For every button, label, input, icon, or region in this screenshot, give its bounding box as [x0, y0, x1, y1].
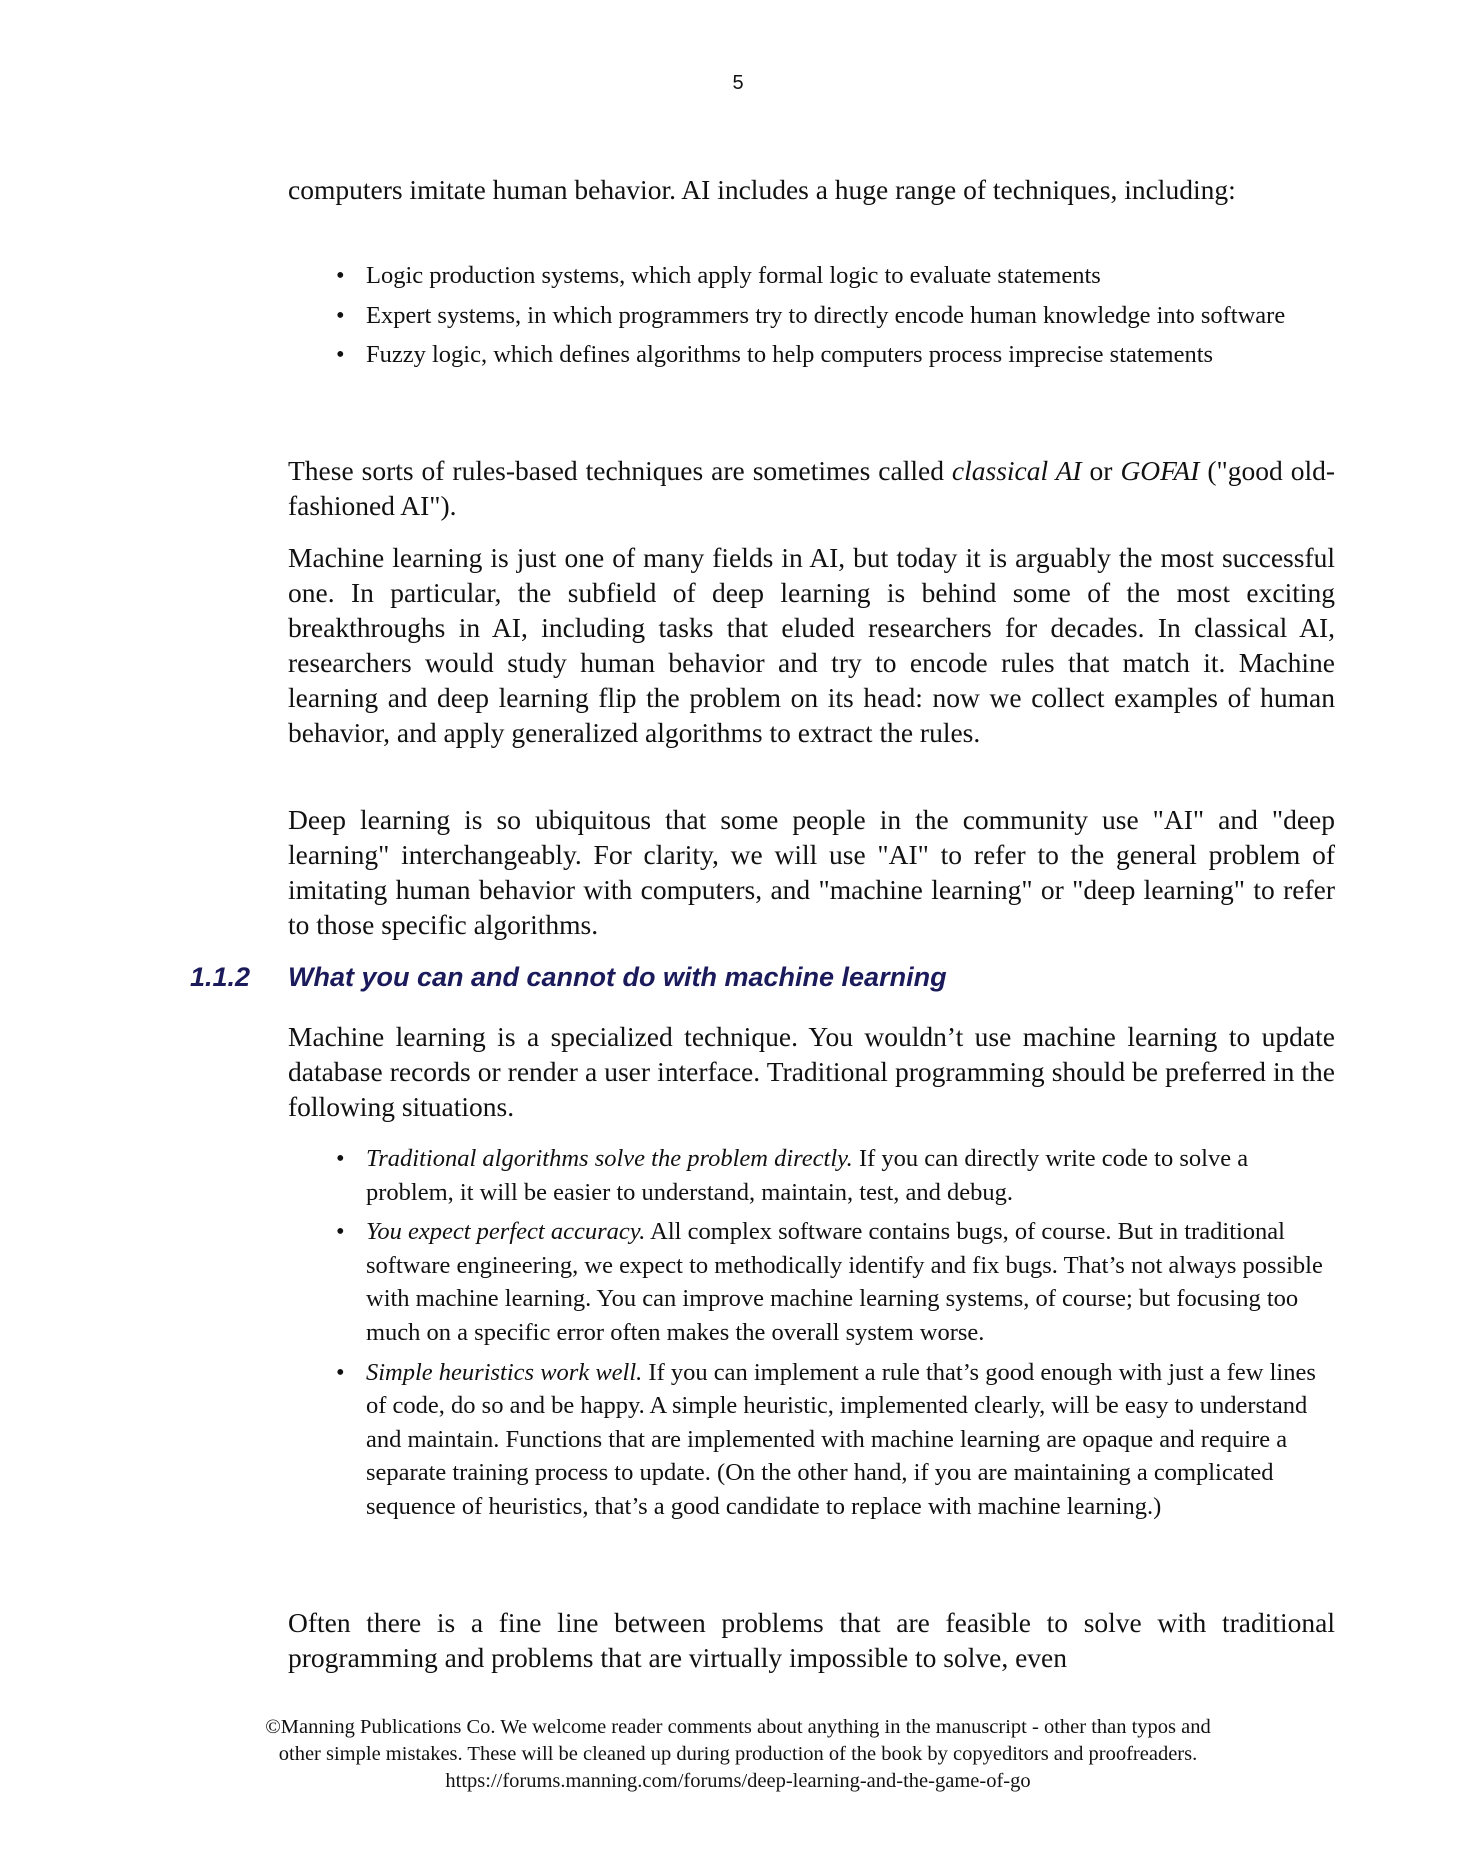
bullet-icon: • [336, 301, 345, 329]
list-item-text: If you can directly write code to solve a problem, it will be easier to understand, maintain, test, and debug. [366, 1145, 1249, 1206]
paragraph: computers imitate human behavior. AI includes a huge range of techniques, including: [288, 174, 1236, 205]
list-item-text: Expert systems, in which programmers try to directly encode human knowledge into software [366, 301, 1286, 329]
list-item-text: All complex software contains bugs, of course. But in traditional software engineering, we expect to methodically identify and fix bugs. That’s not always possible with machine learning. You can improve machine learning systems, of course; but focusing too much on a specific error often makes the overall system worse. [366, 1218, 1323, 1346]
section-title: What you can and cannot do with machine learning [288, 962, 947, 992]
list-item-text: If you can implement a rule that’s good enough with just a few lines of code, do so and be happy. A simple heuristic, implemented clearly, will be easy to understand and maintain. Functions that are implemented with machine learning are opaque and require a separate training process to update. (On the other hand, if you are maintaining a complicated sequence of heuristics, that’s a good candidate to replace with machine learning.) [366, 1358, 1316, 1520]
list-item [288, 1356, 1335, 1524]
list-item-lead: You expect perfect accuracy. [366, 1218, 646, 1246]
bullet-icon: • [336, 1358, 345, 1386]
list-item [288, 299, 1335, 333]
list-item [288, 1215, 1335, 1349]
bullet-icon: • [336, 1145, 345, 1172]
term: GOFAI [1120, 455, 1200, 486]
section-heading [190, 962, 947, 993]
list-item [288, 338, 1335, 372]
bullet-list-traditional [288, 1142, 1335, 1530]
text: or [1081, 455, 1121, 486]
paragraph: Often there is a fine line between problems that are feasible to solve with traditional programming and problems that are virtually impossible to solve, even [288, 1607, 1335, 1673]
text: ("good old-fashioned AI"). [288, 455, 1335, 521]
section-number: 1.1.2 [190, 962, 251, 992]
copyright-footer [0, 1714, 1476, 1795]
body-paragraph-dl [288, 802, 1335, 942]
body-paragraph-ml [288, 540, 1335, 750]
bullet-icon: • [336, 341, 345, 369]
paragraph: Machine learning is a specialized technique. You wouldn’t use machine learning to update database records or render a user interface. Traditional programming should be preferred in the following situations. [288, 1021, 1335, 1122]
paragraph: Deep learning is so ubiquitous that some people in the community use "AI" and "deep learning" interchangeably. For clarity, we will use "AI" to refer to the general problem of imitating human behavior with computers, and "machine learning" or "deep learning" to refer to those specific algorithms. [288, 804, 1335, 940]
list-item-text: Fuzzy logic, which defines algorithms to help computers process imprecise statements [366, 341, 1214, 369]
list-item-lead: Traditional algorithms solve the problem directly. [366, 1145, 853, 1172]
footer-link[interactable]: https://forums.manning.com/forums/deep-learning-and-the-game-of-go [445, 1770, 1031, 1792]
term: classical AI [951, 455, 1082, 486]
list-item [288, 259, 1335, 293]
bullet-icon: • [336, 262, 345, 289]
footer-line: other simple mistakes. These will be cleaned up during production of the book by copyeditors and proofreaders. [278, 1743, 1198, 1765]
body-paragraph-intro [288, 172, 1335, 207]
paragraph: Machine learning is just one of many fields in AI, but today it is arguably the most successful one. In particular, the subfield of deep learning is behind some of the most exciting breakthroughs in AI, including tasks that eluded researchers for decades. In classical AI, researchers would study human behavior and try to encode rules that match it. Machine learning and deep learning flip the problem on its head: now we collect examples of human behavior, and apply generalized algorithms to extract the rules. [288, 542, 1335, 748]
text: These sorts of rules-based techniques are sometimes called [288, 455, 952, 486]
bullet-icon: • [336, 1218, 345, 1246]
footer-line: ©Manning Publications Co. We welcome reader comments about anything in the manuscript - other than typos and [265, 1716, 1211, 1738]
page-number: 5 [732, 72, 744, 94]
body-paragraph-often [288, 1605, 1335, 1675]
list-item [288, 1142, 1335, 1209]
body-paragraph-gofai [288, 453, 1335, 523]
body-paragraph-specialized [288, 1019, 1335, 1124]
list-item-text: Logic production systems, which apply formal logic to evaluate statements [366, 262, 1101, 289]
bullet-list-classical-ai [288, 259, 1335, 378]
paragraph [288, 453, 1335, 523]
list-item-lead: Simple heuristics work well. [366, 1358, 643, 1386]
